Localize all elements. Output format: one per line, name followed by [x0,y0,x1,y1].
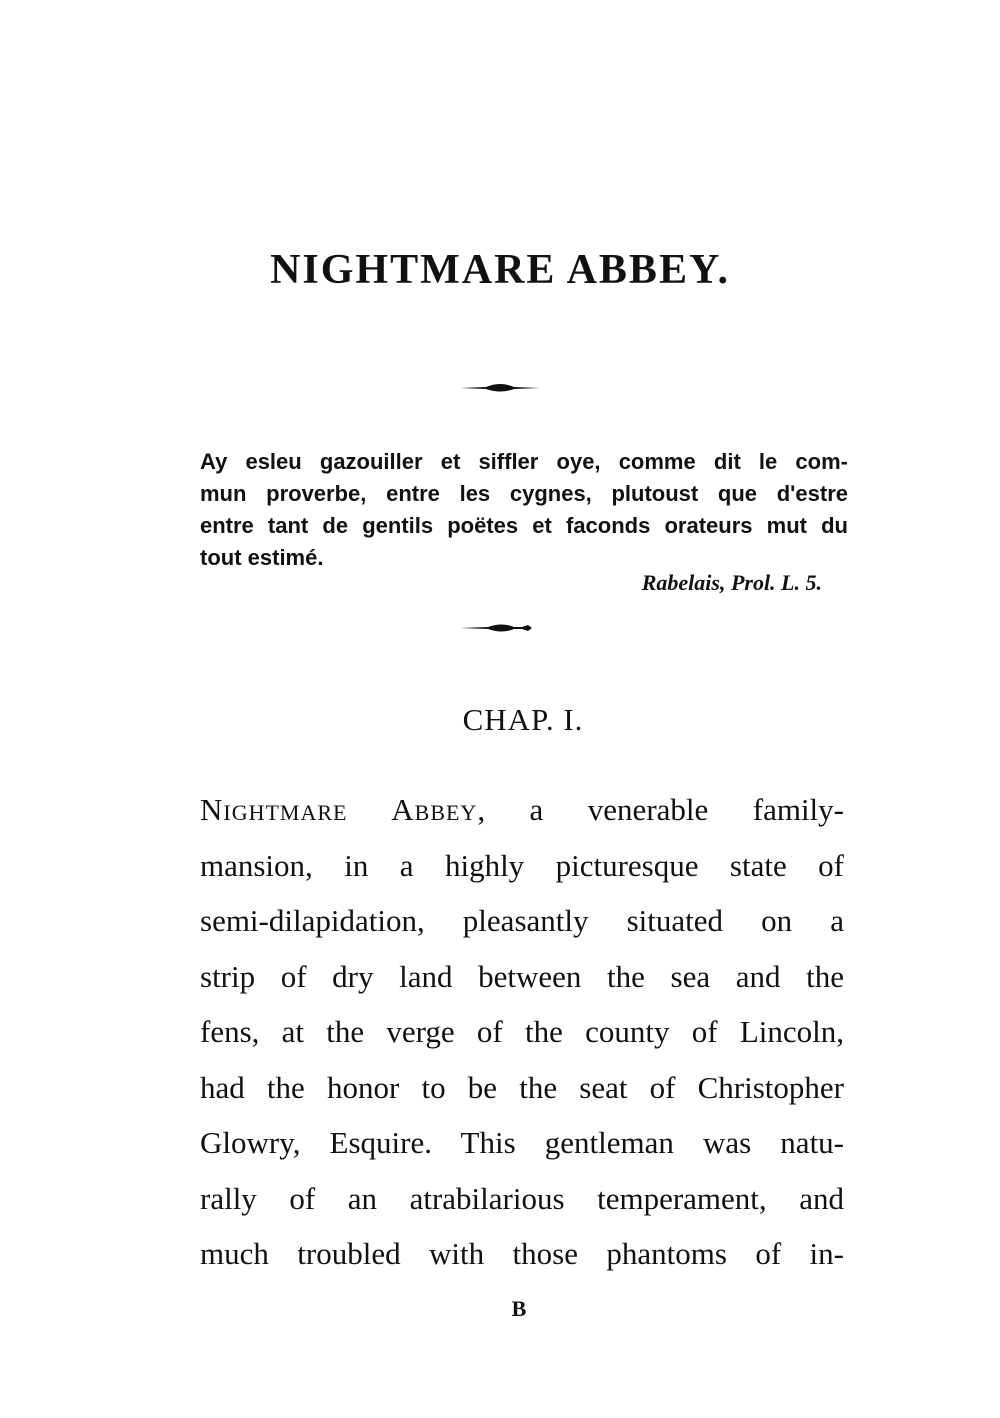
body-line: Glowry, Esquire. This gentleman was natu- [200,1125,844,1160]
ornament-rule-icon [0,380,1000,400]
ornament-rule-icon [0,620,1000,640]
epigraph-line: mun proverbe, entre les cygnes, plutoust que d'estre [200,481,848,506]
body-line: fens, at the verge of the county of Lincoln, [200,1014,844,1049]
chapter-heading: CHAP. I. [462,702,584,737]
body-line: much troubled with those phantoms of in- [200,1236,844,1271]
body-text [200,782,844,1282]
body-line: strip of dry land between the sea and the [200,958,844,994]
epigraph-line: tout estimé. [200,545,324,570]
body-line-rest: , a venerable family- [477,792,844,827]
body-line: semi-dilapidation, pleasantly situated on a [200,903,844,938]
smallcaps-heading: Nightmare Abbey [200,792,478,827]
signature-mark: B [511,1296,527,1321]
body-line: had the honor to be the seat of Christopher [200,1069,844,1105]
body-line: mansion, in a highly picturesque state of [200,847,844,883]
page-title: NIGHTMARE ABBEY. [270,247,730,293]
epigraph [200,446,848,574]
epigraph-line: entre tant de gentils poëtes et faconds orateurs mut du [200,513,848,538]
body-line [200,782,844,838]
epigraph-attribution: Rabelais, Prol. L. 5. [641,570,822,595]
body-line: rally of an atrabilarious temperament, and [200,1180,844,1216]
epigraph-line: Ay esleu gazouiller et siffler oye, comme dit le com- [200,449,848,474]
